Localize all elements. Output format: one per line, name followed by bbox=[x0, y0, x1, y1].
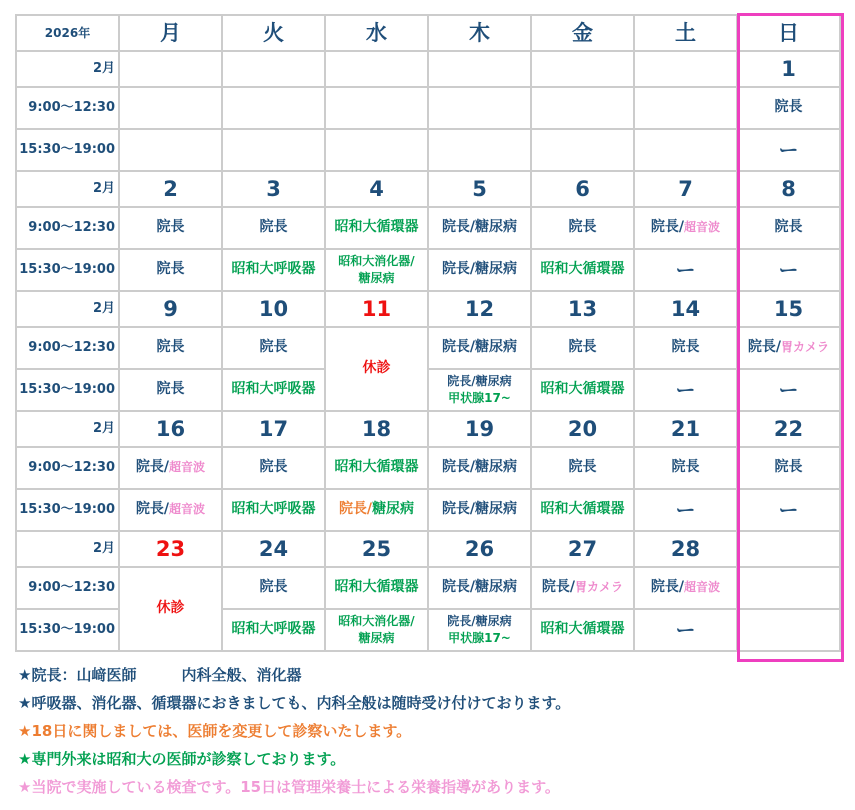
doctor-label: 昭和大循環器 bbox=[334, 459, 419, 476]
doctor-label: 超音波 bbox=[169, 460, 206, 475]
schedule-cell bbox=[119, 207, 222, 249]
schedule-cell bbox=[325, 447, 428, 489]
doctor-label: 院長 bbox=[774, 99, 803, 116]
doctor-label: 昭和大循環器 bbox=[540, 261, 625, 278]
schedule-cell bbox=[634, 249, 737, 291]
date-cell: 28 bbox=[634, 531, 737, 567]
date-cell: 26 bbox=[428, 531, 531, 567]
date-cell: 3 bbox=[222, 171, 325, 207]
schedule-cell bbox=[531, 609, 634, 651]
date-row bbox=[16, 411, 840, 447]
schedule-cell bbox=[737, 87, 840, 129]
doctor-label: 糖尿病 bbox=[358, 271, 395, 285]
date-row bbox=[16, 51, 840, 87]
pm-time-label: 15:30～19:00 bbox=[16, 249, 119, 291]
date-cell: 5 bbox=[428, 171, 531, 207]
doctor-label: 院長/糖尿病 bbox=[441, 501, 518, 518]
doctor-label: 昭和大循環器 bbox=[540, 501, 625, 518]
schedule-cell bbox=[325, 207, 428, 249]
schedule-cell bbox=[634, 369, 737, 411]
dash-mark: ー bbox=[778, 377, 799, 402]
date-row bbox=[16, 171, 840, 207]
dash-mark: ー bbox=[675, 497, 696, 522]
pm-slot-row bbox=[16, 249, 840, 291]
doctor-label: 院長 bbox=[671, 339, 700, 356]
dash-mark: ー bbox=[778, 257, 799, 282]
note-general-medicine: ★呼吸器、消化器、循環器におきましても、内科全般は随時受け付けております。 bbox=[18, 694, 571, 712]
date-cell: 2 bbox=[119, 171, 222, 207]
am-slot-row bbox=[16, 567, 840, 609]
schedule-cell bbox=[531, 567, 634, 609]
schedule-cell bbox=[325, 87, 428, 129]
doctor-label: 院長/糖尿病 bbox=[447, 613, 512, 628]
pm-time-label: 15:30～19:00 bbox=[16, 369, 119, 411]
note-specialist: ★専門外来は昭和大の医師が診察しております。 bbox=[18, 750, 346, 768]
schedule-cell bbox=[737, 489, 840, 531]
schedule-cell bbox=[119, 447, 222, 489]
doctor-label: 昭和大呼吸器 bbox=[231, 261, 316, 278]
doctor-label: 院長/糖尿病 bbox=[441, 579, 518, 596]
note-director: ★院長：山﨑医師 内科全般、消化器 bbox=[18, 666, 302, 684]
schedule-cell bbox=[222, 327, 325, 369]
date-cell: 18 bbox=[325, 411, 428, 447]
doctor-label: 院長/ bbox=[135, 459, 170, 476]
date-cell: 11 bbox=[325, 291, 428, 327]
schedule-cell bbox=[325, 609, 428, 651]
schedule-cell bbox=[531, 447, 634, 489]
doctor-label: 院長 bbox=[156, 261, 185, 278]
schedule-cell bbox=[119, 129, 222, 171]
schedule-cell bbox=[119, 369, 222, 411]
doctor-label: 院長 bbox=[671, 459, 700, 476]
doctor-label: 昭和大循環器 bbox=[540, 621, 625, 638]
weekday-header: 木 bbox=[428, 15, 531, 51]
schedule-cell bbox=[531, 369, 634, 411]
date-cell: 25 bbox=[325, 531, 428, 567]
schedule-cell bbox=[737, 567, 840, 609]
weekday-header: 月 bbox=[119, 15, 222, 51]
doctor-label: 糖尿病 bbox=[372, 501, 415, 518]
dash-mark: ー bbox=[778, 137, 799, 162]
doctor-label: 昭和大循環器 bbox=[334, 219, 419, 236]
schedule-cell bbox=[737, 129, 840, 171]
schedule-cell bbox=[634, 327, 737, 369]
date-cell: 9 bbox=[119, 291, 222, 327]
doctor-label: 院長/ bbox=[650, 219, 685, 236]
date-cell: 1 bbox=[737, 51, 840, 87]
date-cell bbox=[531, 51, 634, 87]
doctor-label: 糖尿病 bbox=[358, 631, 395, 645]
pm-time-label: 15:30～19:00 bbox=[16, 129, 119, 171]
date-cell: 15 bbox=[737, 291, 840, 327]
schedule-cell bbox=[222, 249, 325, 291]
doctor-label: 院長 bbox=[259, 459, 288, 476]
closed-cell: 休診 bbox=[325, 327, 428, 411]
doctor-label: 院長 bbox=[156, 339, 185, 356]
doctor-label: 院長 bbox=[259, 579, 288, 596]
month-label: 2月 bbox=[16, 171, 119, 207]
month-label: 2月 bbox=[16, 51, 119, 87]
doctor-label: 昭和大呼吸器 bbox=[231, 501, 316, 518]
doctor-label: 昭和大循環器 bbox=[334, 579, 419, 596]
pm-slot-row bbox=[16, 129, 840, 171]
doctor-label: 院長 bbox=[568, 339, 597, 356]
am-slot-row bbox=[16, 327, 840, 369]
schedule-cell bbox=[634, 489, 737, 531]
pm-slot-row bbox=[16, 369, 840, 411]
date-cell: 10 bbox=[222, 291, 325, 327]
schedule-cell bbox=[222, 447, 325, 489]
schedule-calendar bbox=[15, 14, 841, 652]
pm-slot-row bbox=[16, 489, 840, 531]
schedule-cell bbox=[428, 207, 531, 249]
closed-cell: 休診 bbox=[119, 567, 222, 651]
doctor-label: 院長 bbox=[774, 219, 803, 236]
schedule-cell bbox=[325, 249, 428, 291]
month-label: 2月 bbox=[16, 291, 119, 327]
weekday-header: 土 bbox=[634, 15, 737, 51]
note-exams: ★当院で実施している検査です。15日は管理栄養士による栄養指導があります。 bbox=[18, 778, 560, 796]
weekday-header: 日 bbox=[737, 15, 840, 51]
am-time-label: 9:00～12:30 bbox=[16, 447, 119, 489]
schedule-cell bbox=[428, 609, 531, 651]
date-cell: 8 bbox=[737, 171, 840, 207]
doctor-label: 院長 bbox=[774, 459, 803, 476]
doctor-label: 昭和大消化器/ bbox=[338, 253, 415, 268]
am-slot-row bbox=[16, 207, 840, 249]
schedule-cell bbox=[737, 609, 840, 651]
schedule-cell bbox=[428, 369, 531, 411]
schedule-cell bbox=[428, 129, 531, 171]
schedule-cell bbox=[531, 327, 634, 369]
schedule-cell bbox=[325, 489, 428, 531]
schedule-cell bbox=[428, 327, 531, 369]
am-time-label: 9:00～12:30 bbox=[16, 207, 119, 249]
date-cell: 24 bbox=[222, 531, 325, 567]
doctor-label: 昭和大呼吸器 bbox=[231, 621, 316, 638]
doctor-label: 院長/糖尿病 bbox=[441, 219, 518, 236]
schedule-cell bbox=[634, 567, 737, 609]
doctor-label: 超音波 bbox=[684, 220, 721, 235]
doctor-label: 院長/糖尿病 bbox=[441, 261, 518, 278]
schedule-cell bbox=[531, 207, 634, 249]
month-label: 2月 bbox=[16, 411, 119, 447]
schedule-cell bbox=[222, 489, 325, 531]
schedule-cell bbox=[119, 249, 222, 291]
date-cell: 22 bbox=[737, 411, 840, 447]
doctor-label: 院長 bbox=[568, 219, 597, 236]
doctor-label: 院長/ bbox=[650, 579, 685, 596]
weekday-header: 水 bbox=[325, 15, 428, 51]
note-18th-change: ★18日に関しましては、医師を変更して診察いたします。 bbox=[18, 722, 412, 740]
schedule-cell bbox=[325, 129, 428, 171]
doctor-label: 院長/糖尿病 bbox=[441, 339, 518, 356]
date-cell: 19 bbox=[428, 411, 531, 447]
doctor-label: 胃カメラ bbox=[575, 580, 624, 595]
dash-mark: ー bbox=[675, 377, 696, 402]
date-cell: 20 bbox=[531, 411, 634, 447]
schedule-cell bbox=[325, 567, 428, 609]
schedule-cell bbox=[634, 207, 737, 249]
weekday-header-row bbox=[16, 15, 840, 51]
date-cell bbox=[737, 531, 840, 567]
doctor-label: 院長/ bbox=[338, 501, 373, 518]
date-cell: 12 bbox=[428, 291, 531, 327]
schedule-cell bbox=[634, 447, 737, 489]
schedule-cell bbox=[634, 609, 737, 651]
schedule-cell bbox=[428, 249, 531, 291]
date-cell: 23 bbox=[119, 531, 222, 567]
date-cell: 6 bbox=[531, 171, 634, 207]
schedule-cell bbox=[222, 567, 325, 609]
date-cell: 7 bbox=[634, 171, 737, 207]
doctor-label: 超音波 bbox=[684, 580, 721, 595]
doctor-label: 甲状腺17~ bbox=[448, 631, 511, 645]
dash-mark: ー bbox=[778, 497, 799, 522]
date-cell: 27 bbox=[531, 531, 634, 567]
schedule-cell bbox=[428, 489, 531, 531]
doctor-label: 院長 bbox=[259, 219, 288, 236]
weekday-header: 金 bbox=[531, 15, 634, 51]
doctor-label: 昭和大呼吸器 bbox=[231, 381, 316, 398]
doctor-label: 院長/糖尿病 bbox=[447, 373, 512, 388]
schedule-cell bbox=[428, 567, 531, 609]
doctor-label: 院長 bbox=[568, 459, 597, 476]
schedule-cell bbox=[737, 369, 840, 411]
doctor-label: 昭和大循環器 bbox=[540, 381, 625, 398]
am-slot-row bbox=[16, 447, 840, 489]
date-cell: 16 bbox=[119, 411, 222, 447]
schedule-cell bbox=[119, 327, 222, 369]
date-cell bbox=[222, 51, 325, 87]
date-cell bbox=[325, 51, 428, 87]
doctor-label: 院長/糖尿病 bbox=[441, 459, 518, 476]
doctor-label: 院長 bbox=[156, 381, 185, 398]
notes-section bbox=[18, 662, 570, 802]
date-cell: 21 bbox=[634, 411, 737, 447]
dash-mark: ー bbox=[675, 617, 696, 642]
schedule-cell bbox=[222, 609, 325, 651]
am-time-label: 9:00～12:30 bbox=[16, 87, 119, 129]
schedule-cell bbox=[428, 447, 531, 489]
schedule-cell bbox=[428, 87, 531, 129]
pm-time-label: 15:30～19:00 bbox=[16, 489, 119, 531]
pm-time-label: 15:30～19:00 bbox=[16, 609, 119, 651]
doctor-label: 超音波 bbox=[169, 502, 206, 517]
doctor-label: 院長 bbox=[259, 339, 288, 356]
month-label: 2月 bbox=[16, 531, 119, 567]
date-cell: 14 bbox=[634, 291, 737, 327]
am-slot-row bbox=[16, 87, 840, 129]
date-row bbox=[16, 531, 840, 567]
schedule-cell bbox=[634, 87, 737, 129]
date-cell: 4 bbox=[325, 171, 428, 207]
schedule-cell bbox=[222, 369, 325, 411]
schedule-cell bbox=[119, 87, 222, 129]
schedule-cell bbox=[737, 249, 840, 291]
schedule-cell bbox=[737, 447, 840, 489]
date-row bbox=[16, 291, 840, 327]
schedule-cell bbox=[531, 129, 634, 171]
date-cell: 17 bbox=[222, 411, 325, 447]
date-cell: 13 bbox=[531, 291, 634, 327]
year-label: 2026年 bbox=[16, 15, 119, 51]
dash-mark: ー bbox=[675, 257, 696, 282]
schedule-cell bbox=[737, 327, 840, 369]
doctor-label: 院長 bbox=[156, 219, 185, 236]
am-time-label: 9:00～12:30 bbox=[16, 327, 119, 369]
schedule-cell bbox=[634, 129, 737, 171]
am-time-label: 9:00～12:30 bbox=[16, 567, 119, 609]
schedule-cell bbox=[531, 249, 634, 291]
doctor-label: 胃カメラ bbox=[781, 340, 830, 355]
doctor-label: 昭和大消化器/ bbox=[338, 613, 415, 628]
schedule-cell bbox=[222, 129, 325, 171]
schedule-cell bbox=[737, 207, 840, 249]
doctor-label: 院長/ bbox=[747, 339, 782, 356]
doctor-label: 院長/ bbox=[541, 579, 576, 596]
date-cell bbox=[428, 51, 531, 87]
doctor-label: 甲状腺17~ bbox=[448, 391, 511, 405]
date-cell bbox=[119, 51, 222, 87]
doctor-label: 院長/ bbox=[135, 501, 170, 518]
weekday-header: 火 bbox=[222, 15, 325, 51]
schedule-cell bbox=[531, 489, 634, 531]
schedule-cell bbox=[222, 207, 325, 249]
date-cell bbox=[634, 51, 737, 87]
schedule-cell bbox=[531, 87, 634, 129]
schedule-cell bbox=[119, 489, 222, 531]
schedule-cell bbox=[222, 87, 325, 129]
